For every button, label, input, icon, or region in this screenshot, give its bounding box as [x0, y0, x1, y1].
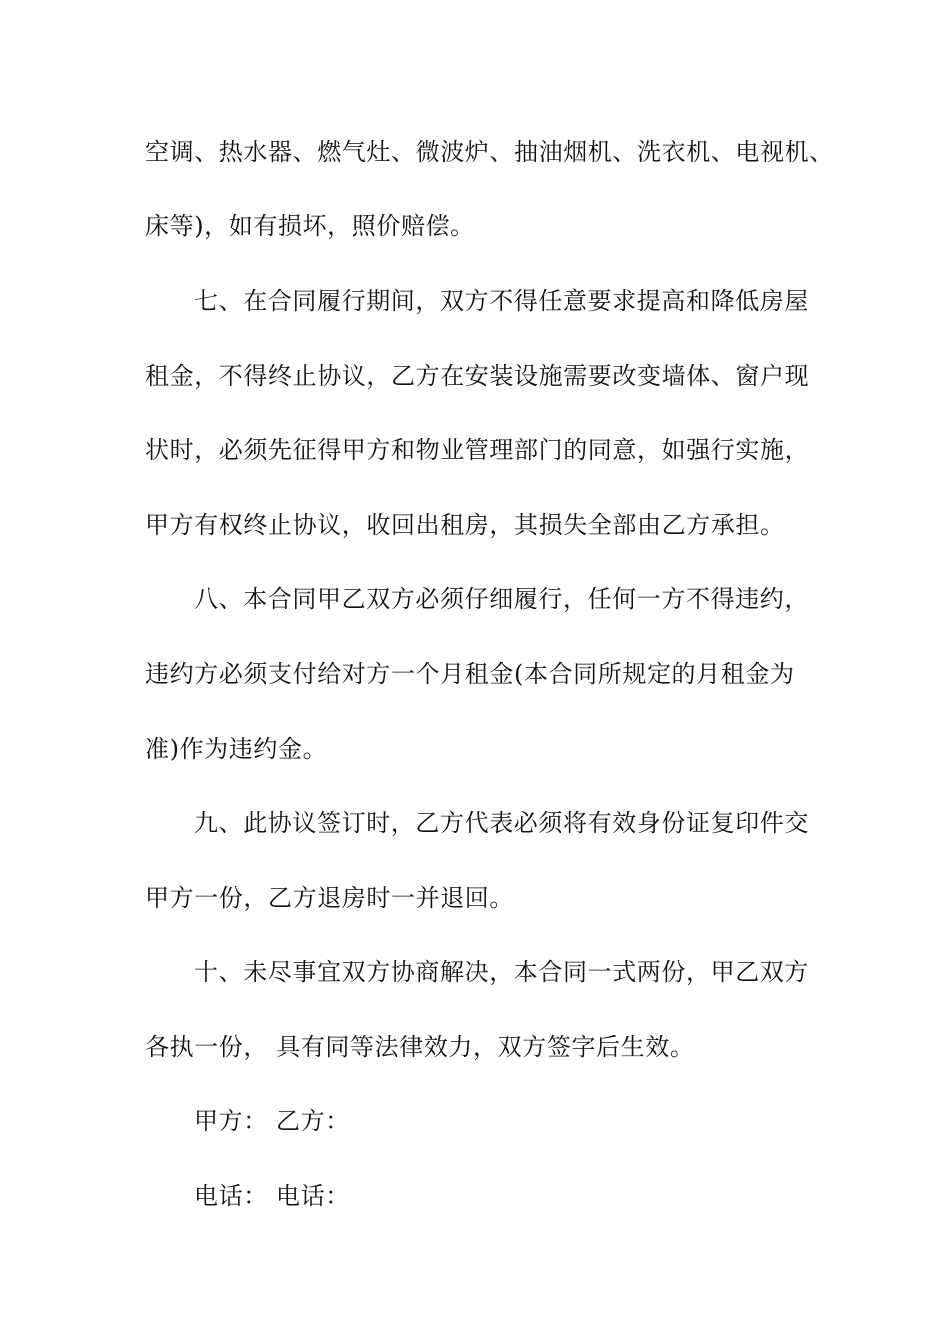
clause-9-start: 九、此协议签订时，乙方代表必须将有效身份证复印件交 [194, 809, 809, 837]
text-line: 违约方必须支付给对方一个月租金(本合同所规定的月租金为 [145, 660, 795, 688]
text-line: 甲方有权终止协议，收回出租房，其损失全部由乙方承担。 [145, 511, 785, 539]
clause-10-start: 十、未尽事宜双方协商解决，本合同一式两份，甲乙双方 [194, 958, 809, 986]
text-line: 各执一份， 具有同等法律效力，双方签字后生效。 [145, 1033, 695, 1061]
signature-party-line: 甲方： 乙方： [194, 1107, 350, 1135]
clause-8-start: 八、本合同甲乙双方必须仔细履行，任何一方不得违约， [194, 585, 809, 613]
phone-line: 电话： 电话： [194, 1182, 350, 1210]
text-line: 状时，必须先征得甲方和物业管理部门的同意，如强行实施， [145, 436, 810, 464]
text-line: 甲方一份，乙方退房时一并退回。 [145, 884, 514, 912]
text-line: 空调、热水器、燃气灶、微波炉、抽油烟机、洗衣机、电视机、 [145, 138, 834, 166]
text-line: 租金，不得终止协议，乙方在安装设施需要改变墙体、窗户现 [145, 362, 810, 390]
text-line: 准)作为违约金。 [145, 735, 328, 763]
clause-7-start: 七、在合同履行期间，双方不得任意要求提高和降低房屋 [194, 287, 809, 315]
text-line: 床等)，如有损坏，照价赔偿。 [145, 212, 475, 240]
